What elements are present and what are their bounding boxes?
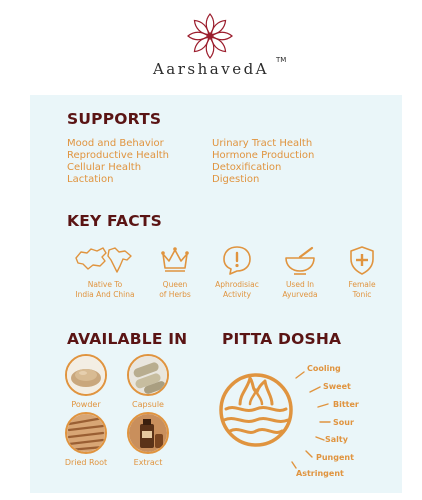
wave-icon: [226, 408, 286, 411]
taste-label: Cooling: [307, 364, 341, 373]
india-china-map-icon: [73, 244, 137, 276]
fact-label-line: Female: [348, 280, 376, 289]
brand-header: [0, 0, 422, 90]
lotus-logo-icon: [186, 12, 234, 60]
form-label: Extract: [133, 458, 163, 467]
fact-label-line: Native To: [87, 280, 123, 289]
fact-label-line: Used In: [285, 280, 315, 289]
supports-item: Hormone Production: [212, 150, 315, 161]
form-powder: [56, 354, 116, 409]
form-label: Dried Root: [64, 458, 108, 467]
exclamation-speech-icon: [221, 244, 253, 276]
shield-plus-icon: [346, 244, 378, 276]
pitta-dosha-diagram: [210, 354, 400, 484]
fact-label-line: Ayurveda: [282, 289, 318, 299]
supports-item: Reproductive Health: [67, 150, 169, 161]
powder-image: [65, 354, 107, 396]
crown-icon: [159, 244, 191, 276]
taste-label: Salty: [325, 435, 348, 444]
form-label: Capsule: [132, 400, 164, 409]
supports-list-right: [212, 138, 314, 186]
fact-label-line: Activity: [222, 289, 252, 299]
taste-label: Sour: [333, 418, 354, 427]
fact-label-line: Queen: [162, 280, 188, 289]
supports-heading: SUPPORTS: [67, 110, 162, 128]
supports-item: Urinary Tract Health: [212, 138, 313, 149]
form-capsule: [118, 354, 178, 409]
capsule-image: [127, 354, 169, 396]
mortar-pestle-icon: [283, 244, 317, 276]
dried-root-image: [65, 412, 107, 454]
supports-item: Detoxification: [212, 162, 282, 173]
fact-label-line: Aphrodisiac: [215, 280, 259, 289]
brand-name: AarshavedA: [152, 60, 270, 78]
taste-label: Pungent: [316, 453, 354, 462]
pitta-dosha-heading: PITTA DOSHA: [222, 330, 342, 348]
taste-label: Bitter: [333, 400, 359, 409]
supports-item: Cellular Health: [67, 162, 142, 173]
supports-list-left: [67, 138, 169, 186]
taste-label: Astringent: [296, 469, 344, 478]
extract-image: [127, 412, 169, 454]
form-dried-root: [56, 412, 116, 467]
form-extract: [118, 412, 178, 467]
supports-item: Mood and Behavior: [67, 138, 164, 149]
fact-label-line: India And China: [75, 289, 135, 299]
fact-label-line: of Herbs: [159, 289, 191, 299]
supports-item: Lactation: [67, 174, 114, 185]
supports-item: Digestion: [212, 174, 260, 185]
key-facts-heading: KEY FACTS: [67, 212, 162, 230]
taste-label: Sweet: [323, 382, 351, 391]
fact-female-tonic: [322, 244, 402, 299]
fact-native: [65, 244, 145, 299]
form-label: Powder: [71, 400, 101, 409]
available-in-heading: AVAILABLE IN: [67, 330, 188, 348]
fact-label-line: Tonic: [352, 289, 372, 299]
trademark-mark: TM: [276, 56, 287, 64]
